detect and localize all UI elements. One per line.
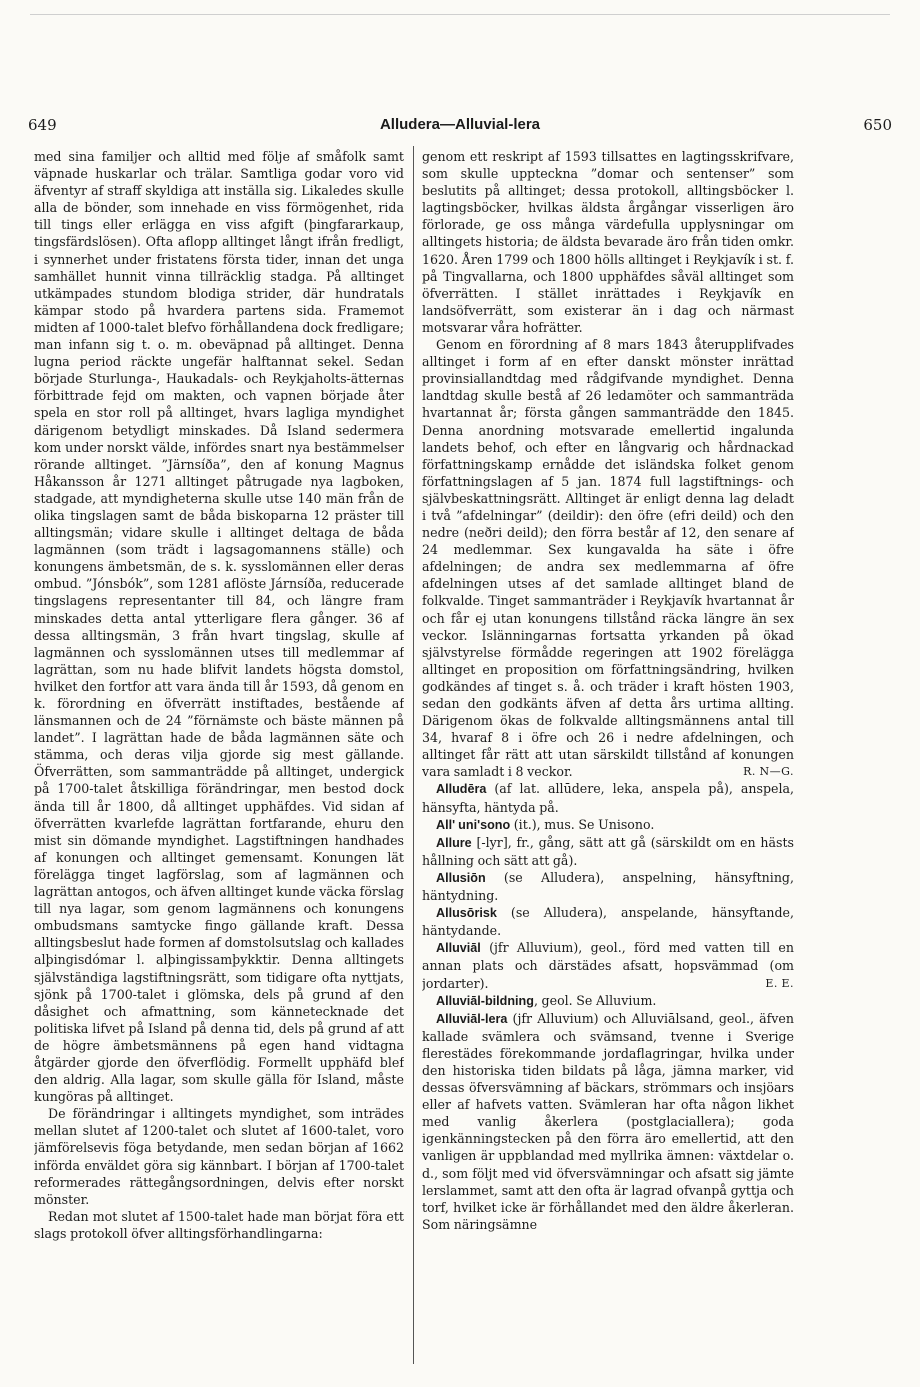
entry-text: (jfr Alluvium), geol., förd med vatten till en annan plats och därstädes afsatt, hopsvämmad (om jordarter).: [422, 940, 794, 991]
entry-text: [-lyr], fr., gång, sätt att gå (särskildt om en hästs hållning och sätt att gå).: [422, 834, 794, 868]
left-paragraph: Redan mot slutet af 1500-talet hade man börjat föra ett slags protokoll öfver alltingsförhandlingarna:: [34, 1208, 404, 1241]
entry-text: , geol. Se Alluvium.: [533, 992, 657, 1008]
page-number-right: 650: [863, 116, 892, 134]
dictionary-entry: [422, 780, 794, 815]
dictionary-entry: [422, 939, 794, 991]
page-number-left: 649: [28, 116, 57, 134]
paragraph-text: Genom en förordning af 8 mars 1843 återupplifvades alltinget i form af en efter danskt mönster inrättad provinsiallandtdag med rådgifvande myndighet. Denna landtdag skulle bestå af 26 ledamöter och sammanträda hvartannat år; första gången sammanträdde den 1845. Denna anordning motsvarade emellertid ingalunda landets behof, och efter en långvarig och hårdnackad författningskamp ernådde det isländska folket genom författningslagen af 5 jan. 1874 full lagstiftnings- och självbeskattningsrätt. Alltinget är enligt denna lag deladt i två ”afdelningar” (deildir): den öfre (efri deild) och den nedre (neðri deild); den förra består af 12, den senare af 24 medlemmar. Sex kungavalda ha säte i öfre afdelningen; de andra sex medlemmarna af öfre afdelningen utses af det samlade alltinget bland de folkvalde. Tinget sammanträder i Reykjavík hvartannat år och får ej utan konungens tillstånd räcka längre än sex veckor. Islänningarnas fortsatta yrkanden på ökad självstyrelse förmådde regeringen att 1902 förelägga alltinget en proposition om författningsändring, hvilken godkändes af tinget s. å. och träder i kraft hösten 1903, sedan den godkänts äfven af detta års urtima allting. Därigenom ökas de folkvalde alltingsmännens antal till 34, hvaraf 8 i öfre och 26 i nedre afdelningen, och alltinget får rätt att utan särskildt tillstånd af konungen vara samladt i 8 veckor.: [422, 337, 794, 780]
right-paragraph: genom ett reskript af 1593 tillsattes en lagtingsskrifvare, som skulle uppteckna ”domar och sentenser” som beslutits på alltinget; dessa protokoll, alltingsböcker l. lagtingsböcker, hvilkas äldsta årgångar visserligen äro förlorade, ge oss många värdefulla upplysningar om alltingets historia; de äldsta bevarade äro från tiden omkr. 1620. Åren 1799 och 1800 hölls alltinget i Reykjavík i st. f. på Tingvallarna, och 1800 upphäfdes såväl alltinget som öfverrätten. I stället inrättades i Reykjavík en landsöfverrätt, som existerar än i dag och närmast motsvarar våra hofrätter.: [422, 149, 794, 335]
entry-headword: Allure: [436, 835, 472, 850]
entry-headword: Alludēra: [436, 782, 487, 797]
page-header: [28, 116, 892, 136]
left-paragraph: De förändringar i alltingets myndighet, som inträdes mellan slutet af 1200-talet och slutet af 1600-talet, voro jämförelsevis föga betydande, men sedan början af 1662 införda enväldet göra sig kännbart. I början af 1700-talet reformerades rättegångsordningen, delvis efter norskt mönster.: [34, 1106, 404, 1207]
left-paragraph: med sina familjer och alltid med följe af småfolk samt väpnade huskarlar och trälar. Samtliga godar voro vid äfventyr af straff skyldiga att inställa sig. Likaledes skulle alla de bönder, som innehade en viss förmögenhet, rida till tings eller erlägga en viss afgift (þingfararkaup, tingsfärdslösen). Ofta aflopp alltinget långt ifrån fredligt, i synnerhet under fristatens första tider, innan det unga samhället hunnit vinna tillräcklig stadga. På alltinget utkämpades stundom blodiga strider, där hundratals kämpar stodo på hvardera partens sida. Framemot midten af 1000-talet blefvo förhållandena dock fredligare; man infann sig t. o. m. obeväpnad på alltinget. Denna lugna period räckte ungefär halftannat sekel. Sedan började Sturlunga-, Haukadals- och Reykjaholts-ätternas förbittrade fejd om makten, och vapnen började åter spela en stor roll på alltinget, hvars lagliga myndighet därigenom betydligt minskades. Då Island sedermera kom under norskt välde, infördes snart nya bestämmelser rörande alltinget. ”Järnsíða”, den af konung Magnus Håkansson år 1271 alltinget påtrugade nya lagboken, stadgade, att myndigheterna skulle utse 140 män från de olika tingslagen samt de båda biskoparna 12 präster till alltingsmän; vidare skulle i alltinget deltaga de båda lagmännen (som trädt i lagsagomannens ställe) och konungens ämbetsmän, de s. k. sysslomännen eller deras ombud. ”Jónsbók”, som 1281 aflöste Járnsíða, reducerade tingslagens representanter till 84, och längre fram minskades detta antal ytterligare flera gånger. 36 af dessa alltingsmän, 3 från hvart tingslag, skulle af lagmännen och sysslomännen utses till medlemmar af lagrättan, som nu hade blifvit landets högsta domstol, hvilket den fortfor att vara ända till år 1593, då genom en k. förordning en öfverrätt instiftades, bestående af länsmannen och de 24 ”förnämste och bäste männen på landet”. I lagrättan hade de båda lagmännen säte och stämma, och deras vilja gjorde sig mest gällande. Öfverrätten, som sammanträdde på alltinget, undergick på 1700-talet åtskilliga förändringar, men bestod dock ända till år 1800, då alltinget upphäfdes. Vid sidan af öfverrätten kvarlefde lagrättan fortfarande, ehuru den mist sin dömande myndighet. Lagstiftningen handhades af konungen och alltinget gemensamt. Konungen lät förelägga tinget lagförslag, som af lagmännen och lagrättan antogos, och äfven alltinget kunde väcka förslag till nya lagar, som genom lagmännens och konungens ombudsmans samtycke fingo gällande kraft. Dessa alltingsbeslut hade formen af domstolsutslag och kallades alþingisdómar l. alþingissamþykktir. Denna alltingets självständiga lagstiftningsrätt, som tidigare ofta nyttjats, sjönk på 1700-talet i glömska, dels på grund af den dåsighet och afmattning, som kännetecknade det politiska lifvet på Island på denna tid, dels på grund af att de högre ämbetsmännens på egen hand vidtagna åtgärder gjorde den öfverflödig. Formellt upphäfd blef den aldrig. Alla lagar, som skulle gälla för Island, måste kungöras på alltinget.: [34, 149, 404, 1105]
dictionary-entry: [422, 992, 794, 1010]
left-column: [34, 148, 404, 1370]
author-signature: R. N—G.: [743, 765, 794, 779]
dictionary-entry: [422, 816, 794, 834]
entry-headword: Alluviāl-lera: [436, 1011, 508, 1026]
scan-top-edge: [30, 14, 890, 15]
entry-headword: All' uni'sono: [436, 817, 511, 832]
running-title: Alludera—Alluvial-lera: [379, 116, 541, 133]
dictionary-entry: [422, 1010, 794, 1233]
dictionary-entry: [422, 834, 794, 869]
author-signature: E. E.: [765, 976, 794, 990]
entry-headword: Alluviāl-bildning: [436, 993, 534, 1008]
entry-text: (jfr Alluvium) och Alluviālsand, geol., äfven kallade svämlera och svämsand, tvenne i Sverige flerestädes förekommande jordaflagringar, hvilka under den historiska tiden bildats på låga, jämna marker, vid dessas öfversvämning af bäckars, strömmars och insjöars eller af hafvets vatten. Svämleran har ofta någon likhet med vanlig åkerlera (postglaciallera); goda igenkänningstecken på den förra äro emellertid, att den vanligen är uppblandad med myllrika ämnen: växtdelar o. d., som följt med vid öfversvämningar och afsatt sig jämte lerslammet, samt att den ofta är lagrad ofvanpå gyttja och torf, hvilket icke är förhållandet med den äldre åkerleran. Som näringsämne: [422, 1010, 794, 1232]
right-paragraph: [422, 336, 794, 780]
column-divider: [413, 146, 414, 1364]
entry-headword: Allusōrisk: [436, 906, 497, 921]
entry-text: (af lat. allūdere, leka, anspela på), anspela, hänsyfta, häntyda på.: [422, 781, 794, 815]
entry-text: (se Alludera), anspelande, hänsyftande, häntydande.: [422, 905, 794, 939]
right-column: [422, 148, 794, 1370]
entry-text: (it.), mus. Se Unisono.: [510, 816, 655, 832]
entry-headword: Allusiōn: [436, 870, 486, 885]
dictionary-entry: [422, 904, 794, 939]
dictionary-entry: [422, 869, 794, 904]
entry-text: (se Alludera), anspelning, hänsyftning, häntydning.: [422, 869, 794, 904]
entry-headword: Alluviāl: [436, 941, 481, 956]
